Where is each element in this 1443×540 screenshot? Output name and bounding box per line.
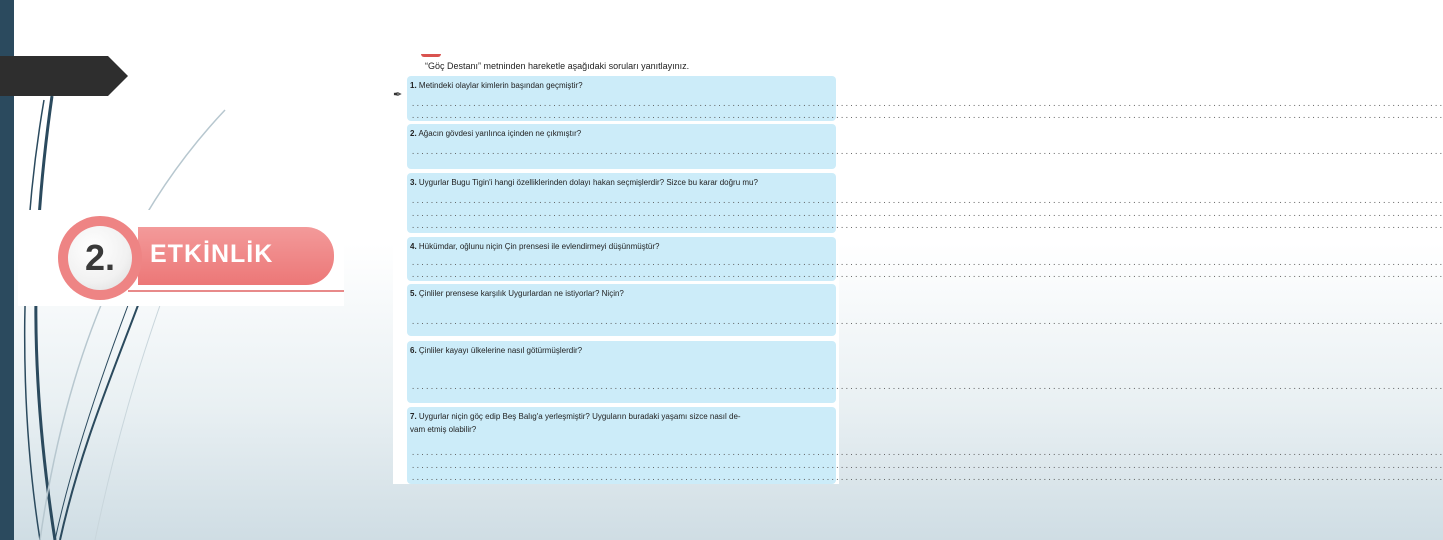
answer-line[interactable]: ........................................................................................................................................................................................................................... bbox=[411, 474, 1443, 482]
worksheet-tab-marker bbox=[421, 54, 441, 57]
question-number: 6. bbox=[410, 346, 417, 355]
question-box-7 bbox=[407, 407, 1443, 484]
question-text: Çinliler prensese karşılık Uygurlardan ne istiyorlar? Niçin? bbox=[418, 289, 624, 298]
answer-line[interactable]: ........................................................................................................................................................................................................................... bbox=[411, 383, 1443, 391]
question-text: Uygurlar Bugu Tigin'i hangi özelliklerinden dolayı hakan seçmişlerdir? Sizce bu karar doğru mu? bbox=[418, 178, 758, 187]
question-text-continued: vam etmiş olabilir? bbox=[410, 425, 477, 434]
worksheet-heading: “Göç Destanı” metninden hareketle aşağıdaki soruları yanıtlayınız. bbox=[425, 61, 690, 71]
badge-underline bbox=[128, 290, 344, 292]
answer-line[interactable]: ........................................................................................................................................................................................................................... bbox=[411, 449, 1443, 457]
question-box-2 bbox=[407, 124, 1443, 169]
badge-number: 2. bbox=[84, 237, 116, 278]
answer-line[interactable]: ........................................................................................................................................................................................................................... bbox=[411, 100, 1443, 108]
question-box-1 bbox=[407, 76, 1443, 121]
pen-icon: ✒ bbox=[393, 89, 403, 101]
question-number: 7. bbox=[410, 412, 417, 421]
answer-line[interactable]: ........................................................................................................................................................................................................................... bbox=[411, 210, 1443, 218]
question-number: 3. bbox=[410, 178, 417, 187]
question-number: 5. bbox=[410, 289, 417, 298]
answer-line[interactable]: ........................................................................................................................................................................................................................... bbox=[411, 148, 1443, 156]
question-box-5 bbox=[407, 284, 1443, 336]
answer-line[interactable]: ........................................................................................................................................................................................................................... bbox=[411, 222, 1443, 230]
question-text: Çinliler kayayı ülkelerine nasıl götürmüşlerdir? bbox=[418, 346, 583, 355]
worksheet bbox=[393, 54, 1443, 484]
question-box-4 bbox=[407, 237, 1443, 281]
answer-line[interactable]: ........................................................................................................................................................................................................................... bbox=[411, 259, 1443, 267]
question-number: 1. bbox=[410, 81, 417, 90]
activity-badge bbox=[18, 210, 344, 306]
question-text: Metindeki olaylar kimlerin başından geçmiştir? bbox=[418, 81, 583, 90]
answer-line[interactable]: ........................................................................................................................................................................................................................... bbox=[411, 318, 1443, 326]
answer-line[interactable]: ........................................................................................................................................................................................................................... bbox=[411, 112, 1443, 120]
question-number: 4. bbox=[410, 242, 417, 251]
question-text: Hükümdar, oğlunu niçin Çin prensesi ile evlendirmeyi düşünmüştür? bbox=[418, 242, 660, 251]
badge-title: ETKİNLİK bbox=[150, 240, 274, 268]
question-box-6 bbox=[407, 341, 1443, 403]
question-number: 2. bbox=[410, 129, 417, 138]
answer-line[interactable]: ........................................................................................................................................................................................................................... bbox=[411, 462, 1443, 470]
question-text: Uygurlar niçin göç edip Beş Balıg'a yerleşmiştir? Uyguların buradaki yaşamı sizce nasıl de- bbox=[418, 412, 741, 421]
question-text: Ağacın gövdesi yarılınca içinden ne çıkmıştır? bbox=[418, 129, 582, 138]
answer-line[interactable]: ........................................................................................................................................................................................................................... bbox=[411, 271, 1443, 279]
answer-line[interactable]: ........................................................................................................................................................................................................................... bbox=[411, 197, 1443, 205]
question-box-3 bbox=[407, 173, 1443, 233]
